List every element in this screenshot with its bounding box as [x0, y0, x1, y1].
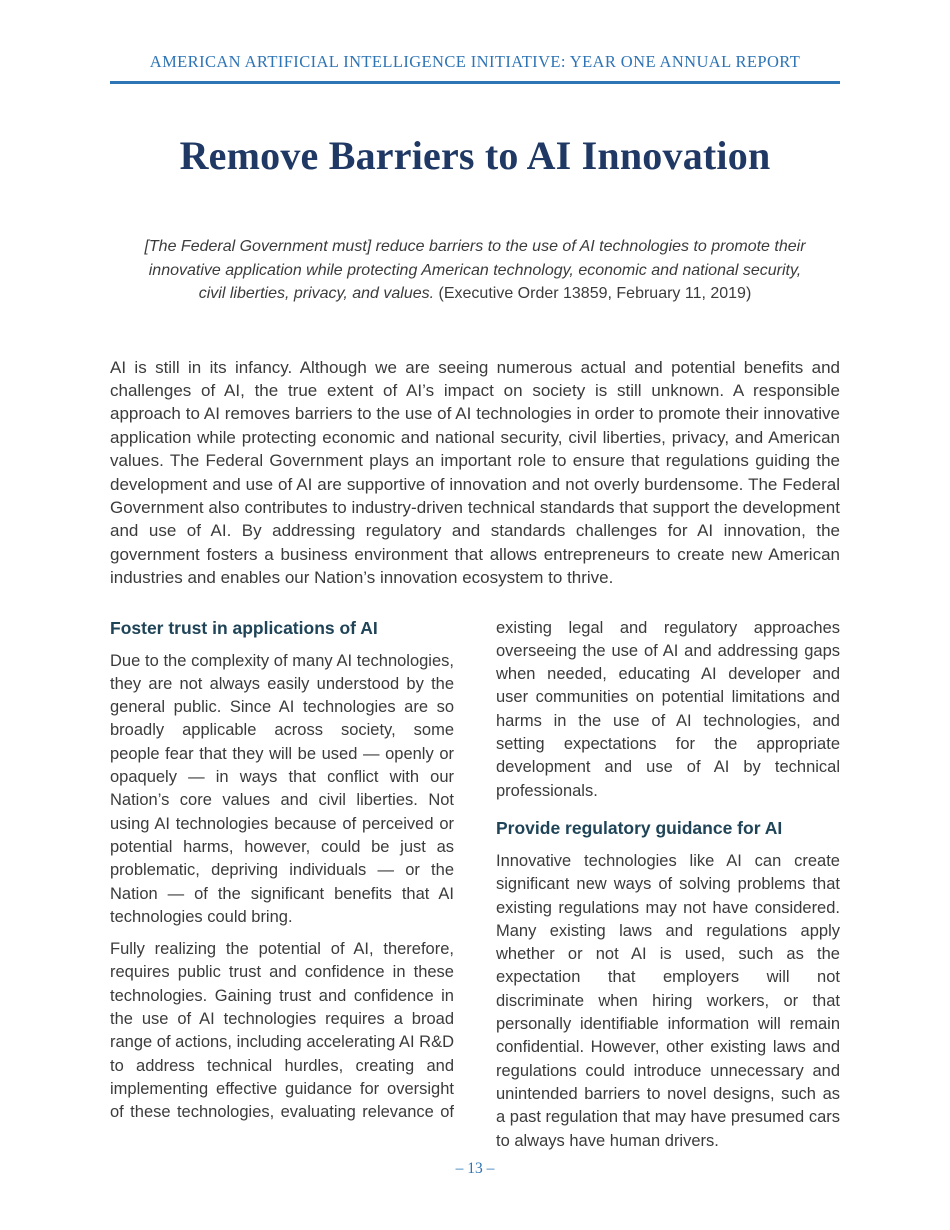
- page-number: – 13 –: [455, 1160, 495, 1177]
- header-rule: [110, 81, 840, 84]
- left-column-paragraph-1: Due to the complexity of many AI technologies, they are not always easily understood by the general public. Since AI technologies are so broadly applicable across society, some people fear that they will be used — openly or opaquely — in ways that conflict with our Nation’s core values and civil liberties. Not using AI technologies because of perceived or potential harms, however, could be just as problematic, depriving individuals — or the Nation — of the significant benefits that AI technologies could bring.: [110, 651, 454, 926]
- page-title: Remove Barriers to AI Innovation: [179, 133, 771, 178]
- epigraph-quote: [The Federal Government must] reduce barriers to the use of AI technologies to promote their innovative application while protecting American technology, economic and national security, civil liberties, privacy, and values.: [144, 238, 806, 302]
- right-column: [496, 617, 840, 1162]
- running-header: [110, 0, 840, 84]
- epigraph: [139, 235, 811, 306]
- running-header-title: AMERICAN ARTIFICIAL INTELLIGENCE INITIATIVE: YEAR ONE ANNUAL REPORT: [149, 52, 801, 71]
- right-column-paragraph-1: existing legal and regulatory approaches overseeing the use of AI and addressing gaps when needed, educating AI developer and user communities on potential limitations and harms in the use of AI technologies, and setting expectations for the appropriate development and use of AI by technical professionals.: [496, 618, 840, 800]
- left-column: [110, 617, 454, 1162]
- right-column-paragraph-2: Innovative technologies like AI can create significant new ways of solving problems that existing regulations may not have considered. Many existing laws and regulations apply whether or not AI is used, such as the expectation that employers will not discriminate when hiring workers, or that personally identifiable information will remain confidential. However, other existing laws and regulations could introduce unnecessary and unintended barriers to novel designs, such as a past regulation that may have presumed cars to always have human drivers.: [496, 851, 840, 1150]
- two-column-section: [110, 617, 840, 1162]
- section-heading-foster-trust: Foster trust in applications of AI: [110, 617, 378, 638]
- intro-paragraph: AI is still in its infancy. Although we are seeing numerous actual and potential benefits and challenges of AI, the true extent of AI’s impact on society is still unknown. A responsible approach to AI removes barriers to the use of AI technologies in order to promote their innovative application while protecting economic and national security, civil liberties, privacy, and American values. The Federal Government plays an important role to ensure that regulations guiding the development and use of AI are supportive of innovation and not overly burdensome. The Federal Government also contributes to industry-driven technical standards that support the development and use of AI. By addressing regulatory and standards challenges for AI innovation, the government fosters a business environment that allows entrepreneurs to create new American industries and enables our Nation’s innovation ecosystem to thrive.: [110, 357, 840, 588]
- epigraph-citation: (Executive Order 13859, February 11, 2019): [434, 285, 752, 302]
- section-heading-regulatory-guidance: Provide regulatory guidance for AI: [496, 817, 783, 838]
- left-column-paragraph-2: Fully realizing the potential of AI, therefore, requires public trust and confidence in these technologies. Gaining trust and confidence in the use of AI technologies requires a broad range of actions, including accelerating AI R&D to address technical hurdles, creating and implementing effective guidance for oversight of these technologies, evaluating relevance of: [110, 940, 454, 1122]
